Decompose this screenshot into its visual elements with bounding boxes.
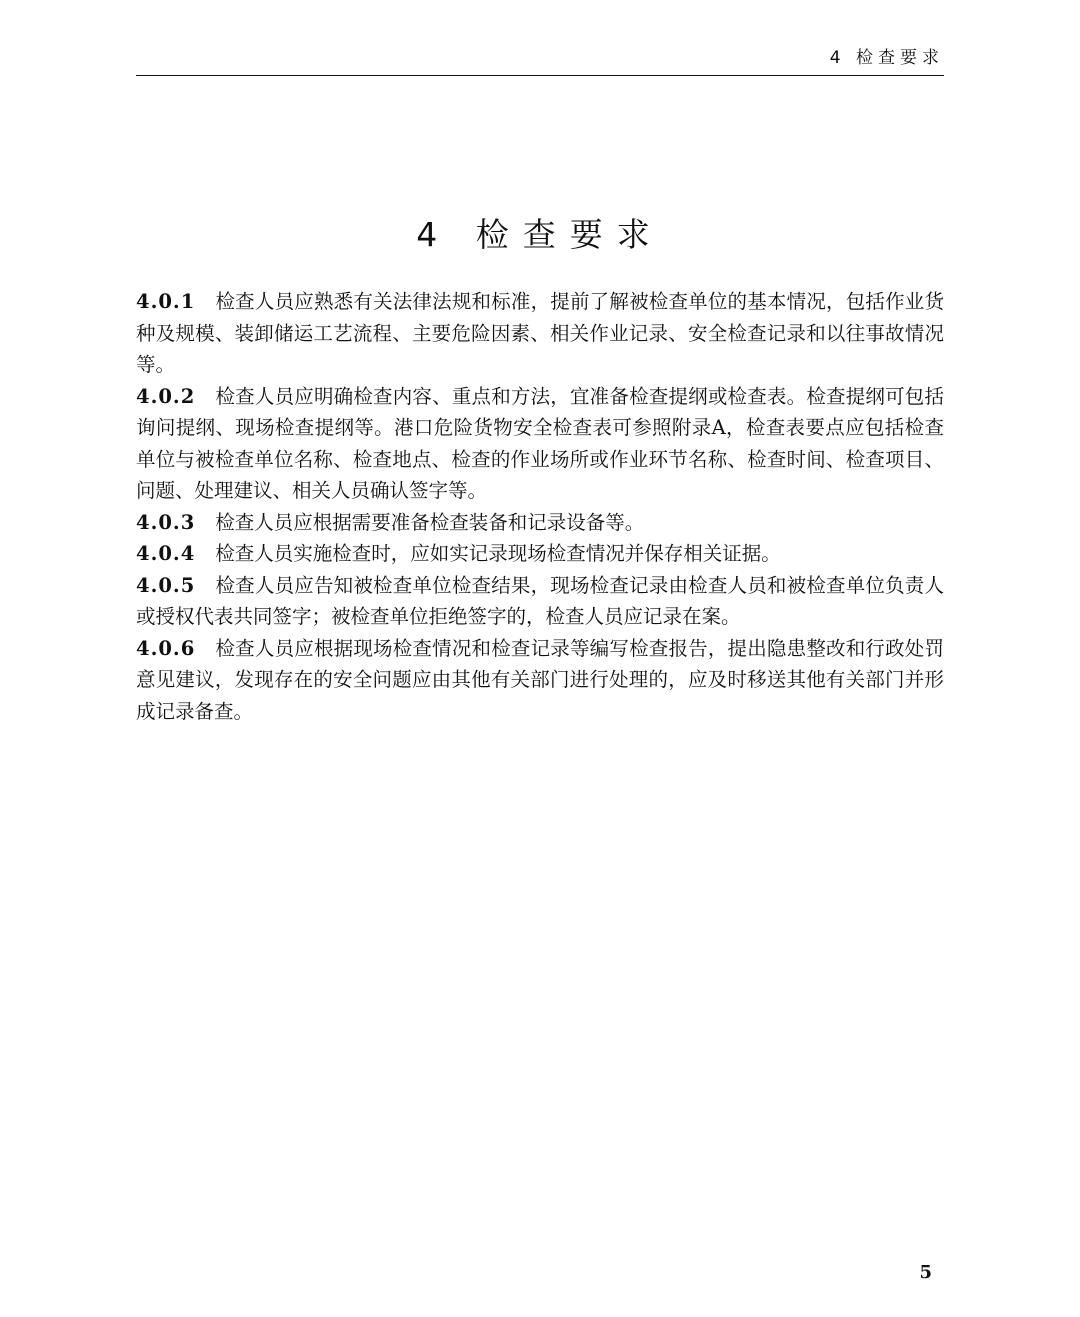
page-number: 5	[919, 1262, 932, 1283]
clause-4-0-5	[136, 570, 944, 633]
clause-text: 检查人员应根据需要准备检查装备和记录设备等。	[215, 510, 645, 534]
clause-4-0-6	[136, 633, 944, 728]
clause-list	[136, 286, 944, 727]
clause-text: 检查人员应告知被检查单位检查结果，现场检查记录由检查人员和被检查单位负责人或授权代表共同签字；被检查单位拒绝签字的，检查人员应记录在案。	[136, 573, 944, 628]
clause-number: 4.0.5	[136, 573, 196, 597]
clause-number: 4.0.6	[136, 636, 196, 660]
clause-number: 4.0.3	[136, 510, 196, 534]
clause-number: 4.0.2	[136, 384, 196, 408]
clause-text: 检查人员应明确检查内容、重点和方法，宜准备检查提纲或检查表。检查提纲可包括询问提纲、现场检查提纲等。港口危险货物安全检查表可参照附录A，检查表要点应包括检查单位与被检查单位名称、检查地点、检查的作业场所或作业环节名称、检查时间、检查项目、问题、处理建议、相关人员确认签字等。	[136, 384, 944, 502]
running-header: 4 检查要求	[829, 48, 944, 68]
clause-text: 检查人员实施检查时，应如实记录现场检查情况并保存相关证据。	[215, 542, 781, 565]
clause-text: 检查人员应熟悉有关法律法规和标准，提前了解被检查单位的基本情况，包括作业货种及规模、装卸储运工艺流程、主要危险因素、相关作业记录、安全检查记录和以往事故情况等。	[136, 290, 944, 376]
clause-4-0-3	[136, 507, 944, 539]
clause-number: 4.0.4	[136, 542, 196, 565]
clause-number: 4.0.1	[136, 290, 196, 313]
header-divider	[136, 75, 944, 76]
clause-text: 检查人员应根据现场检查情况和检查记录等编写检查报告，提出隐患整改和行政处罚意见建议，发现存在的安全问题应由其他有关部门进行处理的，应及时移送其他有关部门并形成记录备查。	[136, 636, 944, 723]
chapter-title: 4 检查要求	[416, 215, 664, 254]
clause-4-0-1	[136, 286, 944, 381]
clause-4-0-2	[136, 381, 944, 507]
clause-4-0-4	[136, 538, 944, 570]
